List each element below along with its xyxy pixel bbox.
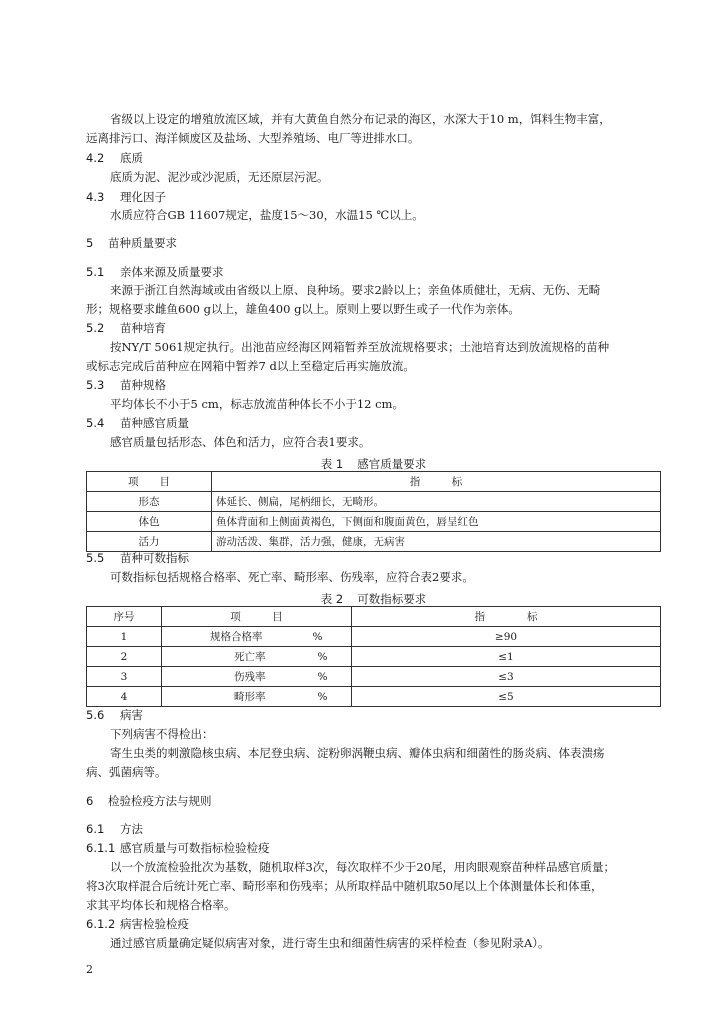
table-header-cell: 指 标 bbox=[212, 472, 661, 492]
section-number: 5.3 bbox=[86, 378, 105, 392]
paragraph-line: 感官质量包括形态、体色和活力，应符合表1要求。 bbox=[110, 435, 371, 449]
table-cell: 体色 bbox=[87, 512, 212, 532]
section-number: 6 bbox=[86, 794, 94, 808]
table-cell: 游动活泼、集群，活力强，健康，无病害 bbox=[212, 532, 661, 552]
paragraph-line: 底质为泥、泥沙或沙泥质，无还原层污泥。 bbox=[110, 170, 329, 184]
paragraph-line: 下列病害不得检出： bbox=[110, 727, 214, 741]
paragraph-line: 平均体长不小于5 cm，标志放流苗种体长不小于12 cm。 bbox=[110, 397, 404, 411]
paragraph-line: 按NY/T 5061规定执行。出池苗应经海区网箱暂养至放流规格要求；土池培育达到放流规格的苗种 bbox=[110, 340, 610, 354]
item-name: 死亡率 bbox=[234, 651, 266, 663]
item-name: 畸形率 bbox=[234, 691, 266, 703]
item-name: 规格合格率 bbox=[210, 631, 263, 643]
section-heading-6-1-2 bbox=[86, 919, 189, 931]
table-cell: 2 bbox=[87, 647, 162, 667]
table-cell: 鱼体背面和上侧面黄褐色，下侧面和腹面黄色，唇呈红色 bbox=[212, 512, 661, 532]
unit: % bbox=[317, 691, 328, 703]
item-name: 伤残率 bbox=[234, 671, 266, 683]
table-row bbox=[87, 627, 661, 647]
paragraph-line: 来源于浙江自然海域或由省级以上原、良种场。要求2龄以上；亲鱼体质健壮，无病、无伤、无畸 bbox=[110, 283, 601, 297]
table-row bbox=[87, 532, 661, 552]
table-title: 可数指标要求 bbox=[357, 592, 427, 606]
table-cell: 体延长、侧扁，尾柄细长，无畸形。 bbox=[212, 492, 661, 512]
table-row bbox=[87, 667, 661, 687]
table-header-row bbox=[87, 472, 661, 492]
section-title: 检验检疫方法与规则 bbox=[108, 794, 212, 808]
chapter-heading-6 bbox=[86, 796, 212, 808]
section-number: 5.4 bbox=[86, 416, 105, 430]
table-1-caption bbox=[86, 456, 661, 472]
paragraph-line: 形；规格要求雌鱼600 g以上，雄鱼400 g以上。原则上要以野生或子一代作为亲体。 bbox=[86, 302, 520, 316]
table-row bbox=[87, 512, 661, 532]
paragraph-line: 求其平均体长和规格合格率。 bbox=[86, 898, 236, 912]
table-cell bbox=[162, 627, 352, 647]
table-cell bbox=[162, 667, 352, 687]
section-title: 底质 bbox=[120, 151, 143, 165]
chapter-heading-5 bbox=[86, 238, 177, 250]
paragraph-line: 水质应符合GB 11607规定，盐度15～30，水温15 ℃以上。 bbox=[110, 208, 424, 222]
table-header-row bbox=[87, 607, 661, 627]
section-number: 5.6 bbox=[86, 708, 105, 722]
table-header-cell: 序号 bbox=[87, 607, 162, 627]
paragraph-line: 以一个放流检验批次为基数，随机取样3次，每次取样不少于20尾，用肉眼观察苗种样品感官质量； bbox=[110, 860, 615, 874]
section-title: 病害检验检疫 bbox=[120, 917, 189, 931]
table-cell: 3 bbox=[87, 667, 162, 687]
table-row bbox=[87, 492, 661, 512]
section-title: 苗种可数指标 bbox=[120, 551, 189, 565]
section-title: 苗种质量要求 bbox=[108, 236, 177, 250]
section-heading-6-1-1 bbox=[86, 843, 270, 855]
table-cell bbox=[162, 687, 352, 707]
table-row bbox=[87, 647, 661, 667]
section-heading-4-3 bbox=[86, 192, 166, 204]
table-cell bbox=[162, 647, 352, 667]
section-number: 6.1.1 bbox=[86, 841, 116, 855]
section-title: 苗种培育 bbox=[120, 321, 166, 335]
table-title: 感官质量要求 bbox=[357, 457, 427, 471]
page-number: 2 bbox=[86, 963, 93, 976]
section-number: 6.1 bbox=[86, 822, 105, 836]
paragraph-line: 将3次取样混合后统计死亡率、畸形率和伤残率；从所取样品中随机取50尾以上个体测量体长和体重， bbox=[86, 879, 603, 893]
table-header-cell: 项 目 bbox=[162, 607, 352, 627]
table-row bbox=[87, 687, 661, 707]
table-label: 表 1 bbox=[320, 457, 344, 471]
table-header-cell: 指 标 bbox=[352, 607, 661, 627]
section-heading-6-1 bbox=[86, 824, 143, 836]
paragraph-line: 可数指标包括规格合格率、死亡率、畸形率、伤残率，应符合表2要求。 bbox=[110, 570, 474, 584]
paragraph-line: 寄生虫类的刺激隐核虫病、本尼登虫病、淀粉卵涡鞭虫病、瓣体虫病和细菌性的肠炎病、体表溃疡 bbox=[110, 746, 605, 760]
section-heading-5-5 bbox=[86, 553, 189, 565]
unit: % bbox=[312, 631, 323, 643]
paragraph-line: 省级以上设定的增殖放流区域，并有大黄鱼自然分布记录的海区，水深大于10 m，饵料生物丰富， bbox=[110, 112, 611, 126]
section-title: 亲体来源及质量要求 bbox=[120, 265, 224, 279]
section-number: 5.1 bbox=[86, 265, 105, 279]
paragraph-line: 或标志完成后苗种应在网箱中暂养7 d以上至稳定后再实施放流。 bbox=[86, 359, 415, 373]
table-2 bbox=[86, 606, 661, 707]
section-number: 6.1.2 bbox=[86, 917, 116, 931]
section-heading-4-2 bbox=[86, 153, 143, 165]
unit: % bbox=[317, 671, 328, 683]
unit: % bbox=[317, 651, 328, 663]
section-number: 5 bbox=[86, 236, 94, 250]
table-cell: ≤1 bbox=[352, 647, 661, 667]
section-heading-5-6 bbox=[86, 710, 143, 722]
table-header-cell: 项 目 bbox=[87, 472, 212, 492]
table-cell: 形态 bbox=[87, 492, 212, 512]
table-cell: 活力 bbox=[87, 532, 212, 552]
paragraph-line: 远离排污口、海洋倾废区及盐场、大型养殖场、电厂等进排水口。 bbox=[86, 131, 420, 145]
section-title: 病害 bbox=[120, 708, 143, 722]
section-title: 苗种规格 bbox=[120, 378, 166, 392]
section-number: 5.2 bbox=[86, 321, 105, 335]
paragraph-line: 病、弧菌病等。 bbox=[86, 765, 167, 779]
section-number: 4.3 bbox=[86, 190, 105, 204]
table-label: 表 2 bbox=[320, 592, 344, 606]
section-heading-5-3 bbox=[86, 380, 166, 392]
table-cell: 4 bbox=[87, 687, 162, 707]
section-title: 方法 bbox=[120, 822, 143, 836]
section-title: 感官质量与可数指标检验检疫 bbox=[120, 841, 270, 855]
paragraph-line: 通过感官质量确定疑似病害对象，进行寄生虫和细菌性病害的采样检查（参见附录A）。 bbox=[110, 936, 550, 950]
section-number: 5.5 bbox=[86, 551, 105, 565]
table-2-caption bbox=[86, 591, 661, 607]
table-cell: ≤5 bbox=[352, 687, 661, 707]
table-cell: ≤3 bbox=[352, 667, 661, 687]
table-cell: 1 bbox=[87, 627, 162, 647]
section-heading-5-4 bbox=[86, 418, 189, 430]
section-number: 4.2 bbox=[86, 151, 105, 165]
section-heading-5-2 bbox=[86, 323, 166, 335]
section-title: 苗种感官质量 bbox=[120, 416, 189, 430]
section-title: 理化因子 bbox=[120, 190, 166, 204]
table-1 bbox=[86, 471, 661, 552]
table-cell: ≥90 bbox=[352, 627, 661, 647]
section-heading-5-1 bbox=[86, 267, 224, 279]
